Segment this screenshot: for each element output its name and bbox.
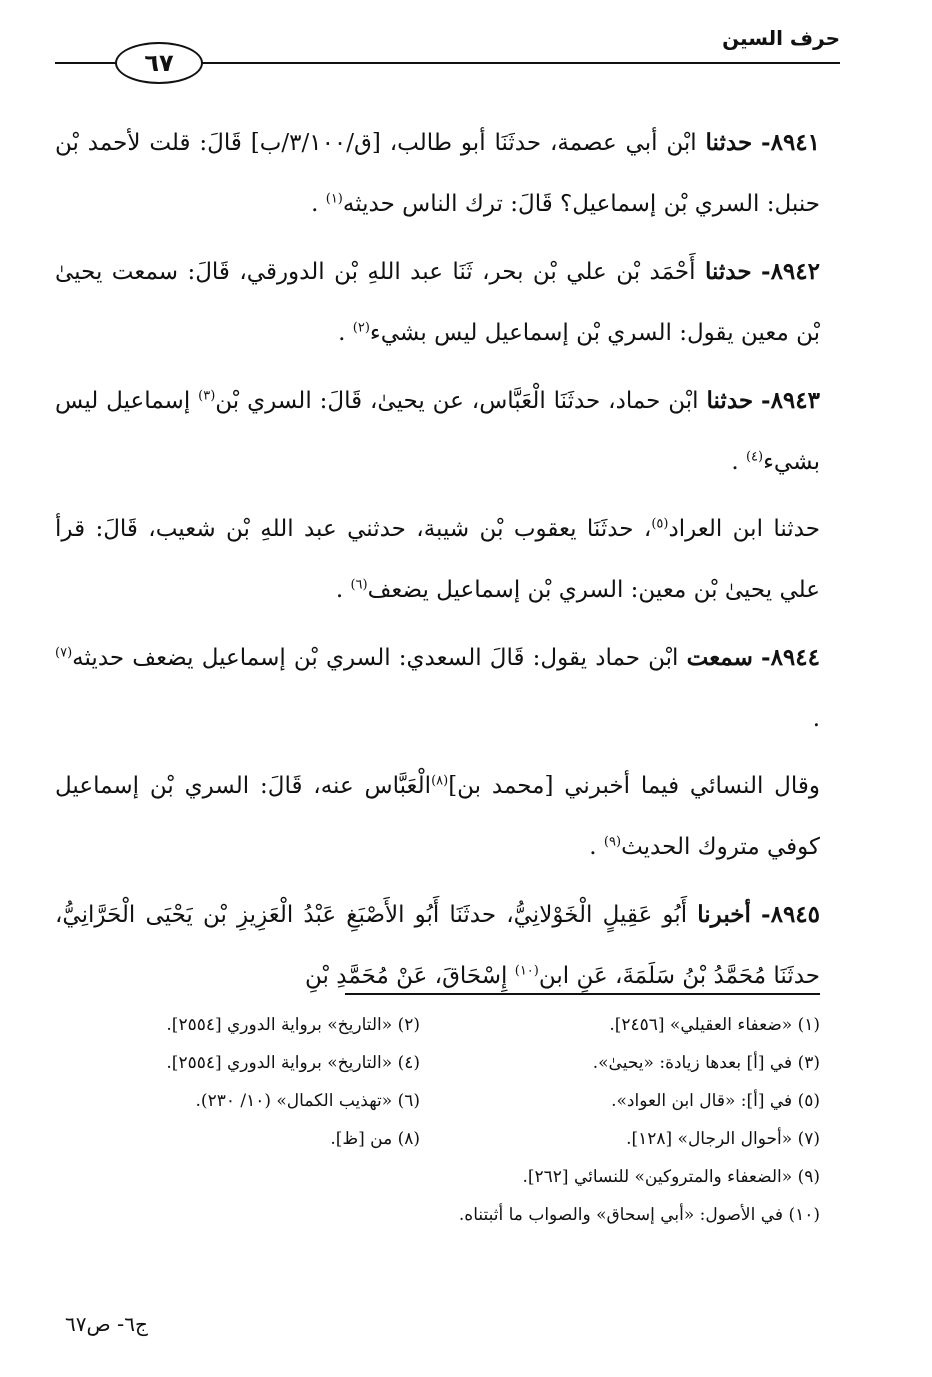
footnote: (٨) من [ظ]. bbox=[330, 1129, 420, 1149]
footnote-ref[interactable]: (٦) bbox=[350, 577, 368, 593]
entry-paragraph bbox=[55, 370, 820, 493]
footnote: (٧) «أحوال الرجال» [١٢٨]. bbox=[626, 1129, 820, 1149]
entry-paragraph bbox=[55, 756, 820, 878]
entry-text: ابْن أبي عصمة، حدثَنَا أبو طالب، [ق/٣/١٠٠/ب] قَالَ: قلت لأحمد بْن حنبل: السري بْن إسماعيل؟ قَالَ: ترك الناس حديثه bbox=[55, 130, 820, 217]
entry-keyword: حدثنا bbox=[706, 387, 754, 414]
main-text bbox=[55, 112, 820, 1013]
footnote: (٣) في [أ] بعدها زيادة: «يحيىٰ». bbox=[592, 1053, 820, 1073]
entry-keyword: أخبرنا bbox=[697, 901, 751, 928]
entry-number: ٨٩٤٥- bbox=[761, 901, 821, 928]
footnote-ref[interactable]: (٧) bbox=[55, 645, 73, 661]
footnote-ref[interactable]: (١٠) bbox=[514, 963, 539, 979]
page-header bbox=[55, 20, 840, 90]
entry-keyword: حدثنا bbox=[705, 129, 753, 156]
entry-text: حدثنا ابن العراد bbox=[668, 516, 820, 542]
entry-paragraph bbox=[55, 627, 820, 750]
entry-end: . bbox=[731, 449, 746, 475]
footnote: (١٠) في الأصول: «أبي إسحاق» والصواب ما أثبتناه. bbox=[458, 1205, 820, 1225]
footnote: (١) «ضعفاء العقيلي» [٢٤٥٦]. bbox=[609, 1015, 820, 1035]
entry-end: . bbox=[812, 706, 820, 732]
entry-text: أَحْمَد بْن علي بْن بحر، ثَنَا عبد اللهِ بْن الدورقي، قَالَ: سمعت يحيىٰ بْن معين يقول: السري بْن إسماعيل ليس بشيء bbox=[55, 259, 820, 346]
entry-paragraph bbox=[55, 112, 820, 235]
entry-end: . bbox=[311, 191, 326, 217]
footnote-ref[interactable]: (٣) bbox=[198, 388, 216, 404]
entry-end: إسماعيل ليس بشيء bbox=[55, 388, 820, 475]
footnote: (٩) «الضعفاء والمتروكين» للنسائي [٢٦٢]. bbox=[522, 1167, 820, 1187]
entry-end: إِسْحَاقَ، عَنْ مُحَمَّدِ بْنِ bbox=[305, 963, 515, 989]
entry-end: . bbox=[335, 577, 351, 603]
entry-text: وقال النسائي فيما أخبرني [محمد بن] bbox=[448, 773, 820, 799]
footnote-ref[interactable]: (٨) bbox=[431, 773, 449, 789]
entry-number: ٨٩٤٣- bbox=[761, 387, 820, 414]
volume-page-reference: ج٦- ص٦٧ bbox=[65, 1312, 148, 1336]
page-number: ٦٧ bbox=[115, 42, 203, 84]
footnote-rule bbox=[345, 993, 820, 995]
entry-end: ، حدثَنَا يعقوب بْن شيبة، حدثني عبد اللهِ بْن شعيب، قَالَ: قرأ علي يحيىٰ بْن معين: السري بْن إسماعيل يضعف bbox=[55, 516, 820, 603]
footnote-grid bbox=[80, 1006, 820, 1158]
footnotes bbox=[80, 1006, 820, 1234]
entry-end: الْعَبَّاس عنه، قَالَ: السري بْن إسماعيل كوفي متروك الحديث bbox=[55, 773, 820, 860]
footnote-ref[interactable]: (٥) bbox=[651, 516, 669, 532]
entry-number: ٨٩٤٢- bbox=[761, 258, 820, 285]
footnote-ref[interactable]: (١) bbox=[325, 191, 343, 207]
entry-keyword: حدثنا bbox=[704, 258, 752, 285]
entry-end: . bbox=[338, 320, 353, 346]
entry-keyword: سمعت bbox=[686, 644, 753, 671]
entry-number: ٨٩٤٤- bbox=[761, 644, 820, 671]
footnote: (٥) في [أ]: «قال ابن العواد». bbox=[611, 1091, 820, 1111]
entry-text: ابْن حماد يقول: قَالَ السعدي: السري بْن إسماعيل يضعف حديثه bbox=[72, 645, 687, 671]
entry-text: أَبُو عَقِيلٍ الْخَوْلانِيُّ، حدثَنَا أَبُو الأَصْبَغِ عَبْدُ الْعَزِيزِ بْن يَحْيَى الْحَرَّانِيُّ، حدثَنَا مُحَمَّدُ بْنُ سَلَمَةَ، عَنِ ابن bbox=[55, 902, 820, 989]
entry-paragraph bbox=[55, 499, 820, 621]
footnote: (٦) «تهذيب الكمال» (١٠/ ٢٣٠). bbox=[195, 1091, 420, 1111]
entry-end: . bbox=[589, 834, 604, 860]
footnote-ref[interactable]: (٢) bbox=[352, 320, 370, 336]
footnote-ref[interactable]: (٩) bbox=[603, 834, 622, 850]
footnote: (٤) «التاريخ» برواية الدوري [٢٥٥٤]. bbox=[166, 1053, 420, 1073]
entry-paragraph bbox=[55, 241, 820, 364]
entry-text: ابْن حماد، حدثَنَا الْعَبَّاس، عن يحيىٰ، قَالَ: السري بْن bbox=[215, 388, 707, 414]
entry-number: ٨٩٤١- bbox=[761, 129, 821, 156]
footnote-ref[interactable]: (٤) bbox=[745, 449, 764, 465]
entry-paragraph bbox=[55, 884, 820, 1007]
footnote: (٢) «التاريخ» برواية الدوري [٢٥٥٤]. bbox=[166, 1015, 420, 1035]
running-title: حرف السين bbox=[722, 26, 840, 50]
